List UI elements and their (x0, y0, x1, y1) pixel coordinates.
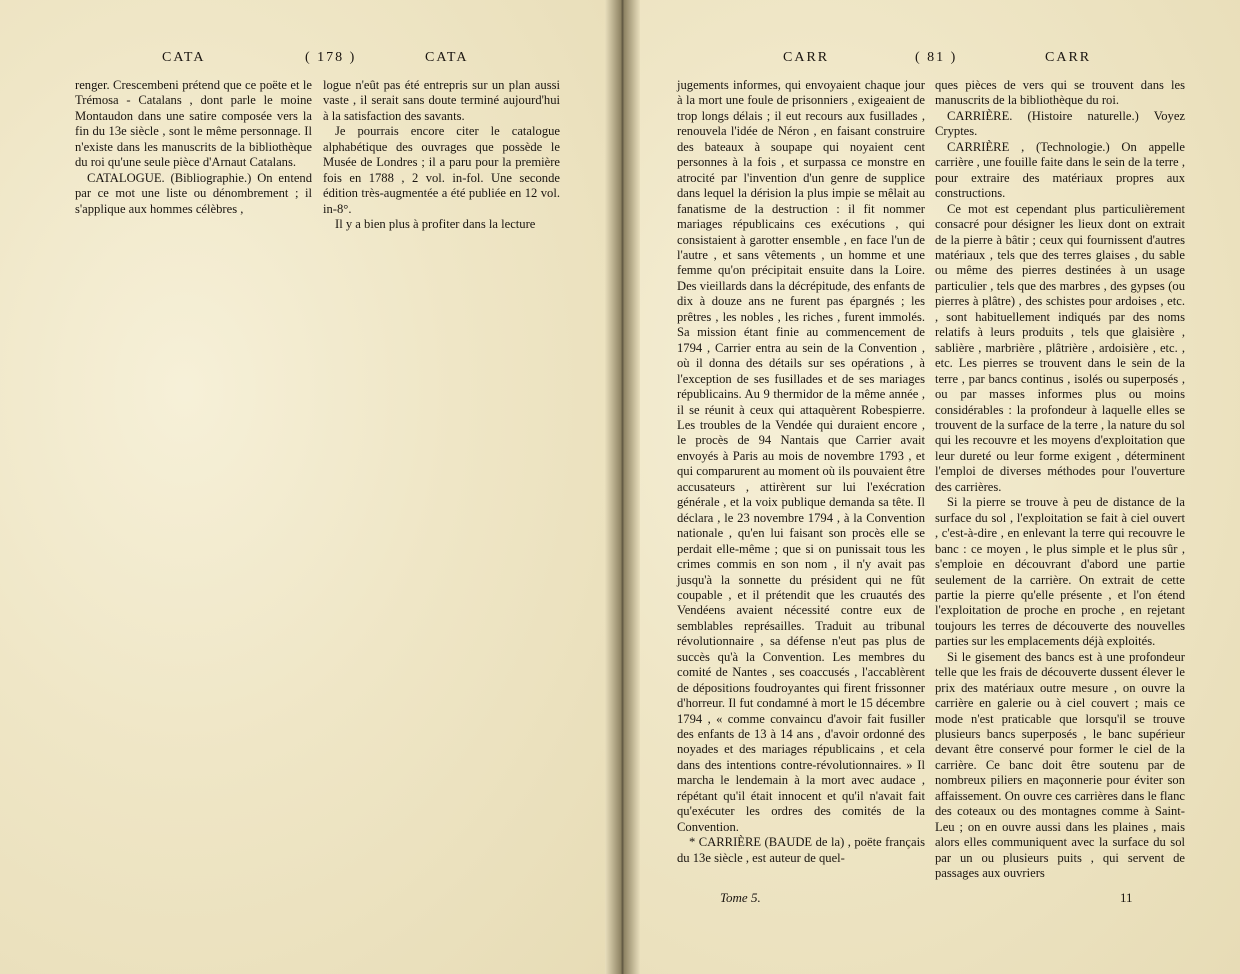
paragraph: Il y a bien plus à profiter dans la lecture (335, 217, 536, 232)
paragraph: * CARRIÈRE (BAUDE de la) , poëte français du 13e siècle , est auteur de quel- (677, 835, 925, 865)
book-gutter (605, 0, 640, 974)
running-head-left: CATA (162, 50, 206, 65)
right-column-1 (677, 78, 925, 866)
paragraph: jugements informes, qui envoyaient chaque jour à la mort une foule de prisonniers , exigeaient de trop longs délais ; il eut recours aux fusillades , renouvela l'idée de Néron , en faisant construire des bateaux à soupape qui noyaient cent personnes à la fois , et surpassa ce monstre en atrocité par l'invention d'un genre de supplice dans lequel la dérision la plus impie se mêlait au fanatisme de la destruction : il fit nommer mariages républicains ces exécutions , qui consistaient à garotter ensemble , en face l'un de l'autre , et sans vêtements , un homme et une femme qu'on précipitait ensuite dans la Loire. Des vieillards dans la décrépitude, des enfants de dix à douze ans ne furent pas épargnés ; les prêtres , les nobles , les riches , furent immolés. Sa mission étant finie au commencement de 1794 , Carrier entra au sein de la Convention , où il donna des détails sur ses opérations , à l'exception de ses fusillades et de ses mariages républicains. Au 9 thermidor de la même année , il se réunit à ceux qui attaquèrent Robespierre. Les troubles de la Vendée qui duraient encore , le procès de 94 Nantais que Carrier avait envoyés à Paris au mois de novembre 1793 , et qui comparurent au moment où ils pouvaient être accusateurs , attirèrent sur lui l'exécration générale , et la voix publique demanda sa tête. Il déclara , le 23 novembre 1794 , à la Convention nationale , qu'en lui faisant son procès elle se perdait elle-même ; que si on punissait tous les crimes commis en son nom , il n'y avait pas jusqu'à la sonnette du président qui ne fût coupable , et il prétendit que les cruautés des Vendéens avaient nécessité contre eux de semblables représailles. Traduit au tribunal révolutionnaire , sa défense n'eut pas plus de succès qu'à la Convention. Les membres du comité de Nantes , ses coaccusés , l'accablèrent de dépositions foudroyantes qui firent frissonner d'horreur. Il fut condamné à mort le 15 décembre 1794 , « comme convaincu d'avoir fait fusiller des enfants de 13 à 14 ans , d'avoir ordonné des noyades et des mariages républicains , et cela dans des intentions contre-révolutionnaires. » Il marcha le lendemain à la mort avec audace , répétant qu'il était innocent et qu'il n'avait fait qu'exécuter les ordres des comités de la Convention. (677, 78, 925, 834)
tome-label: Tome 5. (720, 890, 761, 905)
left-page (0, 0, 615, 974)
left-column-1 (75, 78, 312, 217)
paragraph: logue n'eût pas été entrepris sur un plan aussi vaste , il serait sans doute terminé aujourd'hui à la satisfaction des savants. (323, 78, 560, 123)
right-column-2 (935, 78, 1185, 882)
running-head-right: CATA (425, 50, 469, 65)
page-number-left: ( 178 ) (305, 50, 357, 65)
paragraph: Ce mot est cependant plus particulièrement consacré pour désigner les lieux dont on extrait de la pierre à bâtir ; ceux qui fournissent d'autres matériaux , tels que des terres glaises , du sable ou même des pierres destinées à un usage particulier , tels que des marbres , des gypses (ou pierres à plâtre) , des schistes pour ardoises , etc. , sont habituellement indiqués par des noms relatifs à leurs produits , tels que glaisière , sablière , marbrière , plâtrière , ardoisière , etc. , etc. Les pierres se trouvent dans le sein de la terre , par bancs continus , isolés ou superposés , ou par masses informes plus ou moins considérables : la profondeur à laquelle elles se trouvent de la surface de la terre , la nature du sol qui les recouvre et les moyens d'exploitation que leur dureté ou leur forme exigent , déterminent l'emploi de diverses méthodes pour l'ouverture des carrières. (935, 201, 1185, 494)
paragraph: Je pourrais encore citer le catalogue alphabétique des ouvrages que possède le Musée de Londres ; il a paru pour la première fois en 1788 , 2 vol. in-fol. Une seconde édition très-augmentée a été publiée en 12 vol. in-8°. (323, 124, 560, 216)
paragraph: renger. Crescembeni prétend que ce poëte et le Trémosa - Catalans , dont parle le moine Montaudon dans une satire composée vers la fin du 13e siècle , sont le même personnage. Il n'existe dans les manuscrits de la bibliothèque du roi qu'une seule pièce d'Arnaut Catalans. (75, 78, 312, 170)
paragraph: Si la pierre se trouve à peu de distance de la surface du sol , l'exploitation se fait à ciel ouvert , c'est-à-dire , en enlevant la terre qui recouvre le banc : ce moyen , le plus simple et le plus sûr , s'emploie en découvrant d'abord une partie seulement de la carrière. On extrait de cette partie la pierre qu'elle présente , et l'on étend l'exploitation de proche en proche , en rejetant toujours les terres de découverte des nouvelles parties sur les emplacements déjà exploités. (935, 495, 1185, 649)
paragraph: CATALOGUE. (Bibliographie.) On entend par ce mot une liste ou dénombrement ; il s'applique aux hommes célèbres , (75, 170, 312, 216)
paragraph: Si le gisement des bancs est à une profondeur telle que les frais de découverte dussent élever le prix des matériaux outre mesure , on ouvre la carrière en galerie ou à ciel couvert ; mais ce mode n'est praticable que lorsqu'il se trouve plusieurs bancs superposés , le banc supérieur devant être conservé pour former le ciel de la carrière. Ce banc doit être soutenu par de nombreux piliers en maçonnerie pour éviter son affaissement. On ouvre ces carrières dans le flanc des coteaux ou des montagnes comme à Saint-Leu ; on en ouvre aussi dans les plaines , mais alors elles communiquent avec la surface du sol par un ou plusieurs puits , qui servent de passages aux ouvriers (935, 649, 1185, 881)
running-head-right: CARR (1045, 50, 1092, 65)
right-page (625, 0, 1240, 974)
left-column-2 (323, 78, 560, 233)
page-number-right: ( 81 ) (915, 50, 958, 65)
paragraph: CARRIÈRE , (Technologie.) On appelle carrière , une fouille faite dans le sein de la terre , pour extraire des matériaux propres aux constructions. (935, 139, 1185, 201)
signature-mark: 11 (1120, 890, 1133, 905)
paragraph: CARRIÈRE. (Histoire naturelle.) Voyez Cryptes. (935, 108, 1185, 139)
running-head-left: CARR (783, 50, 830, 65)
paragraph: ques pièces de vers qui se trouvent dans les manuscrits de la bibliothèque du roi. (935, 78, 1185, 108)
